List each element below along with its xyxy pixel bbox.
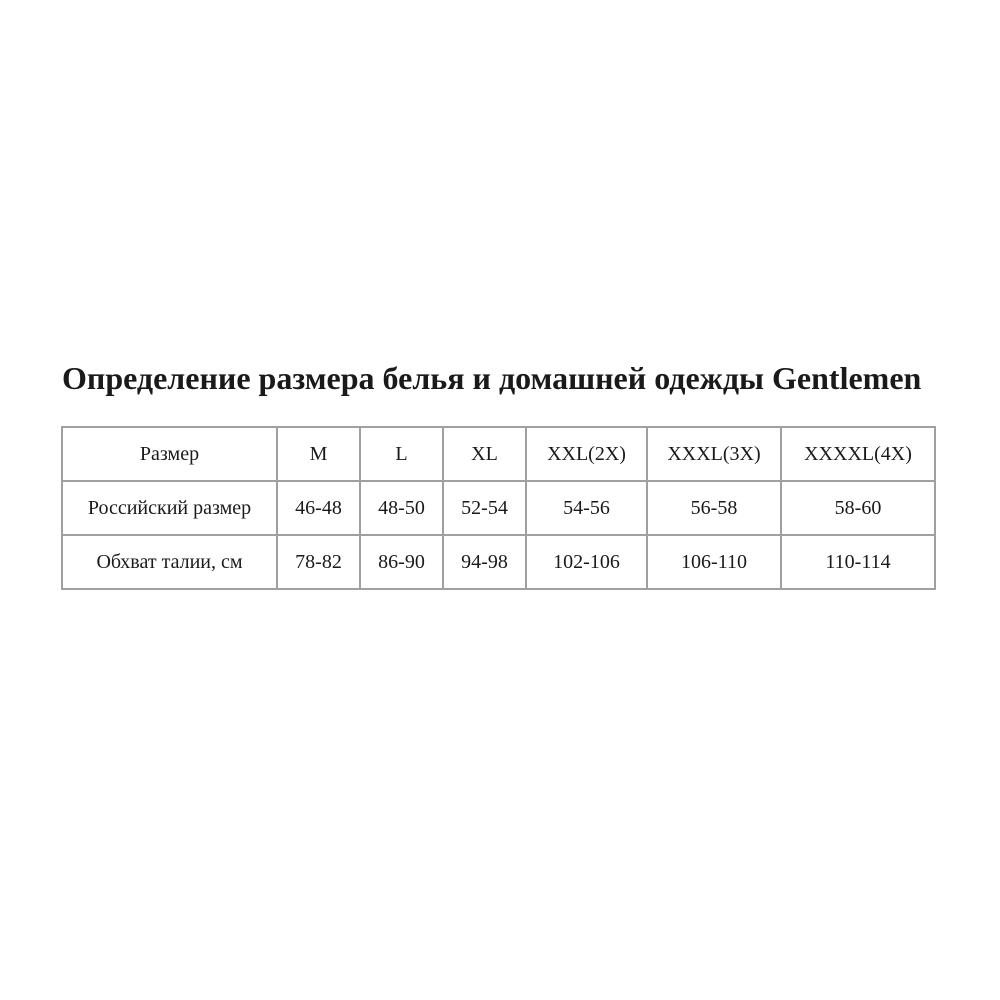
table-cell: 54-56 xyxy=(526,481,647,535)
table-cell: XXL(2X) xyxy=(526,427,647,481)
table-cell: 52-54 xyxy=(443,481,526,535)
table-cell: 86-90 xyxy=(360,535,443,589)
table-cell: L xyxy=(360,427,443,481)
table-row-russian-size xyxy=(62,481,935,535)
table-cell: 48-50 xyxy=(360,481,443,535)
page-title: Определение размера белья и домашней одежды Gentlemen xyxy=(62,360,922,396)
table-cell: 110-114 xyxy=(781,535,935,589)
table-cell: XXXXL(4X) xyxy=(781,427,935,481)
table-cell: 58-60 xyxy=(781,481,935,535)
table-row-size xyxy=(62,427,935,481)
table-cell: 102-106 xyxy=(526,535,647,589)
row-label: Размер xyxy=(62,427,277,481)
table-cell: 78-82 xyxy=(277,535,360,589)
table-cell: 106-110 xyxy=(647,535,781,589)
table-cell: 56-58 xyxy=(647,481,781,535)
table-cell: XXXL(3X) xyxy=(647,427,781,481)
table-cell: 94-98 xyxy=(443,535,526,589)
row-label: Обхват талии, см xyxy=(62,535,277,589)
size-chart-table xyxy=(61,426,936,590)
table-cell: XL xyxy=(443,427,526,481)
table-cell: M xyxy=(277,427,360,481)
table-cell: 46-48 xyxy=(277,481,360,535)
row-label: Российский размер xyxy=(62,481,277,535)
table-row-waist xyxy=(62,535,935,589)
